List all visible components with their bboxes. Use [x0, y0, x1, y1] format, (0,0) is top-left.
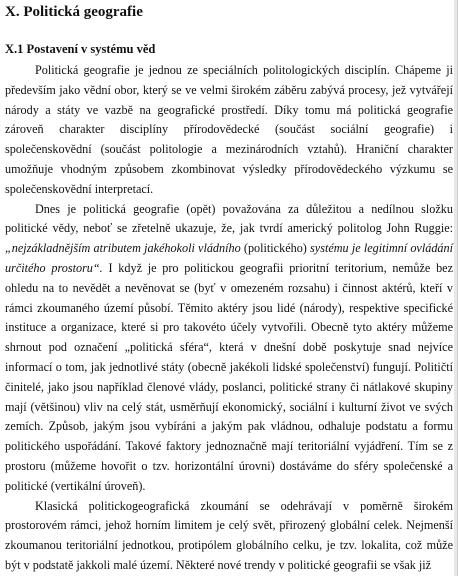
paragraph-2	[5, 200, 453, 497]
paragraph-1: Politická geografie je jednou ze speciálních politologických disciplín. Chápeme ji především jako vědní obor, který se ve velmi širokém záběru zabývá procesy, jež vytvářejí národy a státy ve vazbě na geografické prostředí. Díky tomu má politická geografie zároveň charakter disciplíny přírodovědecké (součást sociální geografie) i společenskovědní (součást politologie a mezinárodních vztahů). Hraniční charakter umožňuje vhodným způsobem zkombinovat výsledky přírodovědeckého výzkumu se společenskovědní interpretací.	[5, 63, 453, 196]
vertical-scrollbar[interactable]	[454, 0, 457, 576]
paragraph-2-intro: Dnes je politická geografie (opět) považována za důležitou a nedílnou složku politické vědy, neboť se zřetelně ukazuje, že, jak tvrdí americký politolog John Ruggie:	[5, 201, 453, 236]
paragraph-2-rest: I když je pro politickou geografii prioritní teritorium, nemůže bez ohledu na to nevědět a nevěnovat se (byť v omezeném rozsahu) i činnost aktérů, kteří v rámci zkoumaného území působí. Těmito aktéry jsou lidé (národy), respektive specifické instituce a organizace, které si pro takovéto účely vytvořili. Obecně tyto aktéry můžeme shrnout pod označení „politická sféra“, která v dnešní době poskytuje snad nejvíce informací o tom, jak jednotlivé státy (obecně jakékoli lidské společenství) fungují. Političtí činitelé, jako jsou například členové vlády, poslanci, politické strany či nátlakové skupiny mají (většinou) vliv na celý stát, usměrňují ekonomický, sociální i kulturní život ve svých zemích. Způsob, jakým jsou vybíráni a jakým pak vládnou, odhaluje podstatu a formu politického uspořádání. Takové faktory jednoznačně mají teritoriální vyjádření. Tím se z prostoru (můžeme hovořit o tzv. horizontální úrovni) dostáváme do sféry společenské a politické (vertikální úroveň).	[5, 260, 453, 493]
quote-part-a: „nejzákladnějším atributem jakéhokoli vládního	[5, 241, 241, 256]
paragraph-3: Klasická politickogeografická zkoumání se odehrávají v poměrně širokém prostorovém rámci, jehož horním limitem je celý svět, přirozený globální celek. Nejmenší zkoumanou teritoriální jednotkou, protipólem globálního celku, je tzv. lokalita, což může být v podstatě jakkoli malé území. Některé nové trendy v politické geografii se však již	[5, 498, 453, 572]
section-title: X.1 Postavení v systému věd	[5, 42, 156, 56]
chapter-title: X. Politická geografie	[5, 4, 143, 20]
quote-middle: (politického)	[240, 241, 311, 256]
quote-part-b: systému je legitimní ovládání určitého prostoru“.	[5, 241, 453, 275]
